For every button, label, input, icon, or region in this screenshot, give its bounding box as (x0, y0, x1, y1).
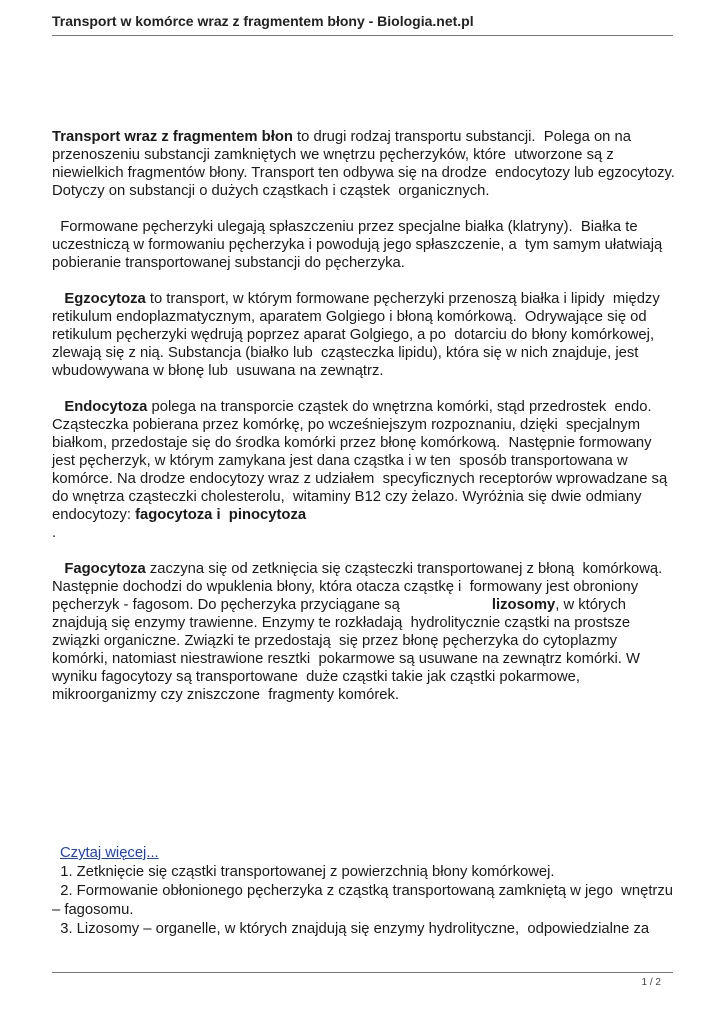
page-number: 1 / 2 (641, 977, 661, 988)
paragraph-endocytoza (52, 398, 677, 524)
paragraph-klatryny: Formowane pęcherzyki ulegają spłaszczeniu przez specjalne białka (klatryny). Białka te uczestniczą w formowaniu pęcherzyka i powodują jego spłaszczenie, a tym samym ułatwiają pobieranie transportowanej substancji do pęcherzyka. (52, 219, 667, 271)
paragraph-intro (52, 128, 680, 200)
article-body (52, 128, 680, 704)
list-item: 1. Zetknięcie się cząstki transportowanej z powierzchnią błony komórkowej. (52, 864, 555, 880)
footer-divider (52, 972, 673, 973)
paragraph-intro-text: to drugi rodzaj transportu substancji. Polega on na przenoszeniu substancji zamkniętych we wnętrzu pęcherzyków, które utworzone są z niewielkich fragmentów błony. Transport ten odbywa się na drodze endocytozy lub egzocytozy. Dotyczy on substancji o dużych cząstkach i cząstek organicznych. (52, 129, 680, 199)
paragraph-egzocytoza-text: to transport, w którym formowane pęcherzyki przenoszą białka i lipidy między retikulum endoplazmatycznym, aparatem Golgiego i błoną komórkową. Odrywające się od retikulum pęcherzyki wędrują poprzez aparat Golgiego, a po dotarciu do błony komórkowej, zlewają się z nią. Substancja (białko lub cząsteczka lipidu), która się w nich znajduje, jest wbudowywana w błonę lub usuwana na zewnątrz. (52, 291, 664, 379)
term-egzocytoza: Egzocytoza (64, 291, 146, 307)
paragraph-endocytoza-dot: . (52, 525, 57, 541)
paragraph-fagocytoza (52, 560, 677, 704)
read-more-link[interactable]: Czytaj więcej... (60, 845, 159, 861)
paragraph-endocytoza-text: polega na transporcie cząstek do wnętrzna komórki, stąd przedrostek endo. Cząsteczka pobierana przez komórkę, po wcześniejszym rozpoznaniu, dzięki specjalnym białkom, przedostaje się do środka komórki przez błonę komórkową. Następnie formowany jest pęcherzyk, w którym zamykana jest dana cząstka i w ten sposób transportowana w komórce. Na drodze endocytozy wraz z udziałem specyficznych receptorów wprowadzane są do wnętrza cząsteczki cholesterolu, witaminy B12 czy żelazo. Wyróżnia się dwie odmiany endocytozy: (52, 399, 672, 523)
term-transport-bold: Transport wraz z fragmentem błon (52, 129, 293, 145)
paragraph-fagocytoza-text-b: , w których znajdują się enzymy trawienne. Enzymy te rozkładają hydrolitycznie cząstki na prostsze związki organiczne. Związki te przedostają się przez błonę pęcherzyka do cytoplazmy komórki, natomiast niestrawione resztki pokarmowe są usuwane na zewnątrz komórki. W wyniku fagocytozy są transportowane duże cząstki takie jak cząstki pokarmowe, mikroorganizmy czy zniszczone fragmenty komórek. (52, 597, 645, 703)
list-item: 3. Lizosomy – organelle, w których znajdują się enzymy hydrolityczne, odpowiedzialne za (52, 921, 650, 937)
term-endocytoza: Endocytoza (64, 399, 148, 415)
term-fagocytoza-pinocytoza: fagocytoza i pinocytoza (135, 507, 307, 523)
list-item: 2. Formowanie obłonionego pęcherzyka z cząstką transportowaną zamkniętą w jego wnętrzu – fagosomu. (52, 883, 678, 918)
page-header-title: Transport w komórce wraz z fragmentem błony - Biologia.net.pl (52, 13, 474, 29)
term-lizosomy: lizosomy (491, 597, 556, 613)
term-fagocytoza: Fagocytoza (64, 561, 146, 577)
read-more-section (52, 844, 677, 939)
paragraph-egzocytoza (52, 290, 677, 380)
header-divider (52, 35, 673, 36)
paragraph-fagocytoza-text-a: zaczyna się od zetknięcia się cząsteczki transportowanej z błoną komórkową. Następnie dochodzi do wpuklenia błony, która otacza cząstkę i formowany jest obroniony pęcherzyk - fagosom. Do pęcherzyka przyciągane są (52, 561, 667, 613)
